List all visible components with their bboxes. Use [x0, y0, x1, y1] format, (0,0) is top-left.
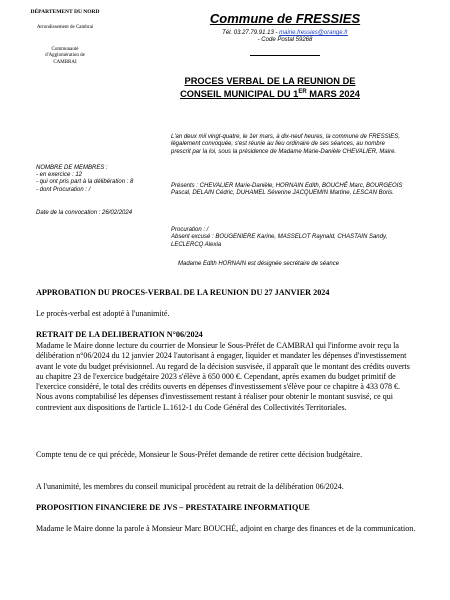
department-label: DÉPARTEMENT DU NORD	[30, 9, 100, 15]
procuration-line: Procuration : /	[171, 227, 209, 233]
absence-block	[171, 227, 403, 249]
phone-text: Tél. 03.27.79.91.13 -	[222, 30, 278, 36]
header-divider	[250, 55, 320, 56]
members-deliberation: - qui ont pris part à la délibération : 8	[36, 179, 134, 186]
communaute-label	[30, 47, 100, 66]
title-line-2-b: MARS 2024	[306, 89, 360, 100]
retrait-text: Madame le Maire donne lecture du courrier de Monsieur le Sous-Préfet de CAMBRAI qui l'informe avoir reçu la délibération n°06/2024 du 12 janvier 2024 l'autorisant à engager, liquider et mandater les dépenses d'investissement avant le vote du budget prévisionnel. Au regard de la décision susvisée, il apparaît que le montant des crédits ouverts au chapitre 23 de l'exercice budgétaire 2023 s'élève à 650 000 €. Cependant, après examen du budget primitif de l'exercice considéré, le total des crédits ouverts en dépenses d'investissement s'élève pour ce chapitre à 433 078 €. Nous avons comptabilisé les dépenses d'investissement restant à réaliser pour obtenir le montant susvisé, ce qui contrevient aux dispositions de l'article L.1612-1 du Code Général des Collectivités Territoriales.	[36, 341, 410, 412]
secretary-line: Madame Edith HORNAIN est désignée secrétaire de séance	[178, 261, 340, 267]
retrait-heading: RETRAIT DE LA DELIBERATION N°06/2024	[36, 330, 203, 339]
email-link[interactable]: mairie.fressies@orange.fr	[279, 30, 348, 36]
members-in-office: - en exercice : 12	[36, 172, 83, 179]
proposition-heading: PROPOSITION FINANCIERE DE JVS – PRESTATAIRE INFORMATIQUE	[36, 503, 310, 512]
postal-code: - Code Postal 59268	[257, 37, 313, 44]
commune-title: Commune de FRESSIES	[209, 11, 361, 26]
proposition-text: Madame le Maire donne la parole à Monsieur Marc BOUCHÉ, adjoint en charge des finances et de la communication.	[36, 524, 416, 533]
members-proxies: - dont Procuration : /	[36, 186, 91, 193]
title-line-2	[150, 87, 390, 100]
convocation-date: Date de la convocation : 26/02/2024	[36, 210, 133, 216]
session-intro: L'an deux mil vingt-quatre, le 1er mars, à dix-neuf heures, la commune de FRESSIES, légalement convoquée, s'est réunie au lieu ordinaire de ses séances, au nombre prescrit par la loi, sous la présidence de Madame Marie-Danièle CHEVALIER, Maire.	[171, 134, 400, 155]
approval-heading: APPROBATION DU PROCES-VERBAL DE LA REUNION DU 27 JANVIER 2024	[36, 288, 330, 297]
absents-line: Absent excusé : BOUGENIERE Karine, MASSELOT Raynald, CHASTAIN Sandy, LECLERCQ Alexia	[171, 234, 388, 248]
retrait-decision: A l'unanimité, les membres du conseil municipal procèdent au retrait de la délibération 06/2024.	[36, 482, 344, 491]
presents-list: Présents : CHEVALIER Marie-Danièle, HORNAIN Edith, BOUCHÉ Marc, BOURGEOIS Pascal, DELAIN Cédric, DUHAMEL Séverine JACQUEMIN Martine, LESCAN Boris.	[171, 183, 403, 197]
phone-email-line	[185, 30, 385, 37]
title-superscript: ER	[298, 89, 307, 95]
retrait-text-2: Compte tenu de ce qui précède, Monsieur le Sous-Préfet demande de retirer cette décision budgétaire.	[36, 450, 363, 459]
members-block	[36, 165, 166, 194]
communaute-line-3: CAMBRAI	[53, 59, 77, 65]
contact-block	[185, 30, 385, 44]
document-title	[150, 76, 390, 100]
title-line-1: PROCES VERBAL DE LA REUNION DE	[184, 76, 356, 86]
communaute-line-2: d'Agglomération de	[45, 53, 85, 59]
arrondissement-label: Arrondissement de Cambrai	[36, 25, 94, 30]
title-line-2-a: CONSEIL MUNICIPAL DU 1	[180, 89, 299, 100]
approval-text: Le procès-verbal est adopté à l'unanimité.	[36, 309, 170, 318]
communaute-line-1: Communauté	[51, 47, 79, 52]
members-title: NOMBRE DE MEMBRES :	[36, 165, 108, 171]
